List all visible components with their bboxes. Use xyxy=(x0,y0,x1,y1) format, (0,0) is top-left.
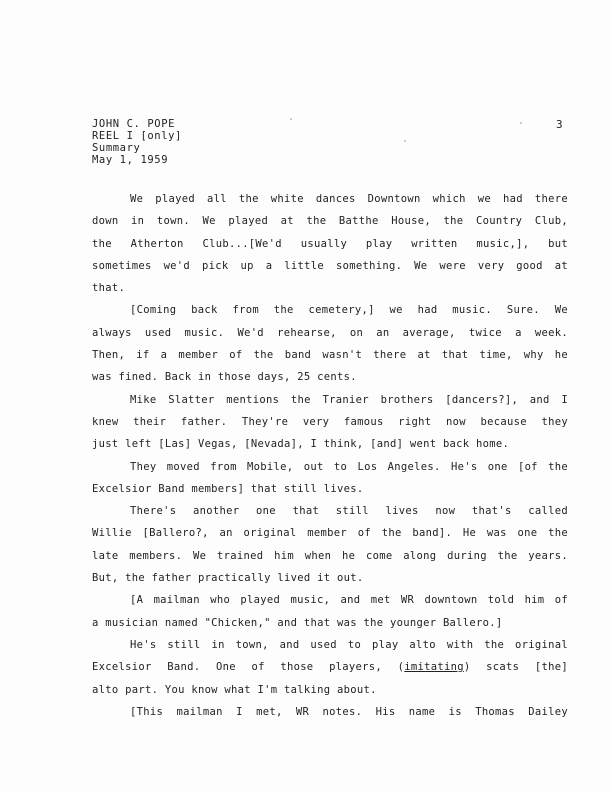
text-line: [A mailman who played music, and met WR downtown told him of xyxy=(130,594,568,607)
body-text xyxy=(92,188,568,723)
text-line: Mike Slatter mentions the Tranier brothers [dancers?], and I xyxy=(130,393,568,406)
text-line: late members. We trained him when he come along during the years. xyxy=(92,549,568,562)
text-segment: Excelsior Band. One of those players, ( xyxy=(92,661,405,674)
header-date: May 1, 1959 xyxy=(92,154,169,166)
header-name: JOHN C. POPE xyxy=(92,118,176,130)
text-line: But, the father practically lived it out. xyxy=(92,572,364,585)
header-type: Summary xyxy=(92,142,141,154)
text-line: We played all the white dances Downtown which we had there xyxy=(130,193,568,205)
text-line: that. xyxy=(92,282,126,295)
text-line: alto part. You know what I'm talking about. xyxy=(92,683,377,696)
text-line: sometimes we'd pick up a little something. We were very good at xyxy=(92,259,568,272)
text-segment: ) scats [the] xyxy=(463,661,568,674)
text-line: Excelsior Band members] that still lives. xyxy=(92,482,364,495)
text-line: down in town. We played at the Batthe House, the Country Club, xyxy=(92,215,568,228)
text-line xyxy=(92,656,568,678)
text-line: always used music. We'd rehearse, on an average, twice a week. xyxy=(92,326,568,339)
text-line: Then, if a member of the band wasn't there at that time, why he xyxy=(92,349,568,362)
text-line: knew their father. They're very famous right now because they xyxy=(92,415,568,428)
text-line: just left [Las] Vegas, [Nevada], I think, [and] went back home. xyxy=(92,438,510,451)
scan-speck xyxy=(520,122,522,124)
text-line: a musician named "Chicken," and that was the younger Ballero.] xyxy=(92,616,503,629)
underlined-word: imitating xyxy=(404,661,464,674)
header-reel: REEL I [only] xyxy=(92,130,182,142)
text-line: There's another one that still lives now that's called xyxy=(130,505,568,518)
text-line: was fined. Back in those days, 25 cents. xyxy=(92,371,357,384)
page-number: 3 xyxy=(556,118,564,131)
text-line: the Atherton Club...[We'd usually play written music,], but xyxy=(92,237,568,250)
text-line: Willie [Ballero?, an original member of the band]. He was one the xyxy=(92,527,568,540)
text-line: [Coming back from the cemetery,] we had music. Sure. We xyxy=(130,304,568,317)
text-line: [This mailman I met, WR notes. His name is Thomas Dailey xyxy=(130,705,568,718)
scan-speck xyxy=(290,118,292,120)
text-line: They moved from Mobile, out to Los Angeles. He's one [of the xyxy=(130,460,568,473)
document-header xyxy=(92,118,182,166)
text-line: He's still in town, and used to play alto with the original xyxy=(130,638,568,651)
scan-speck xyxy=(404,140,406,142)
